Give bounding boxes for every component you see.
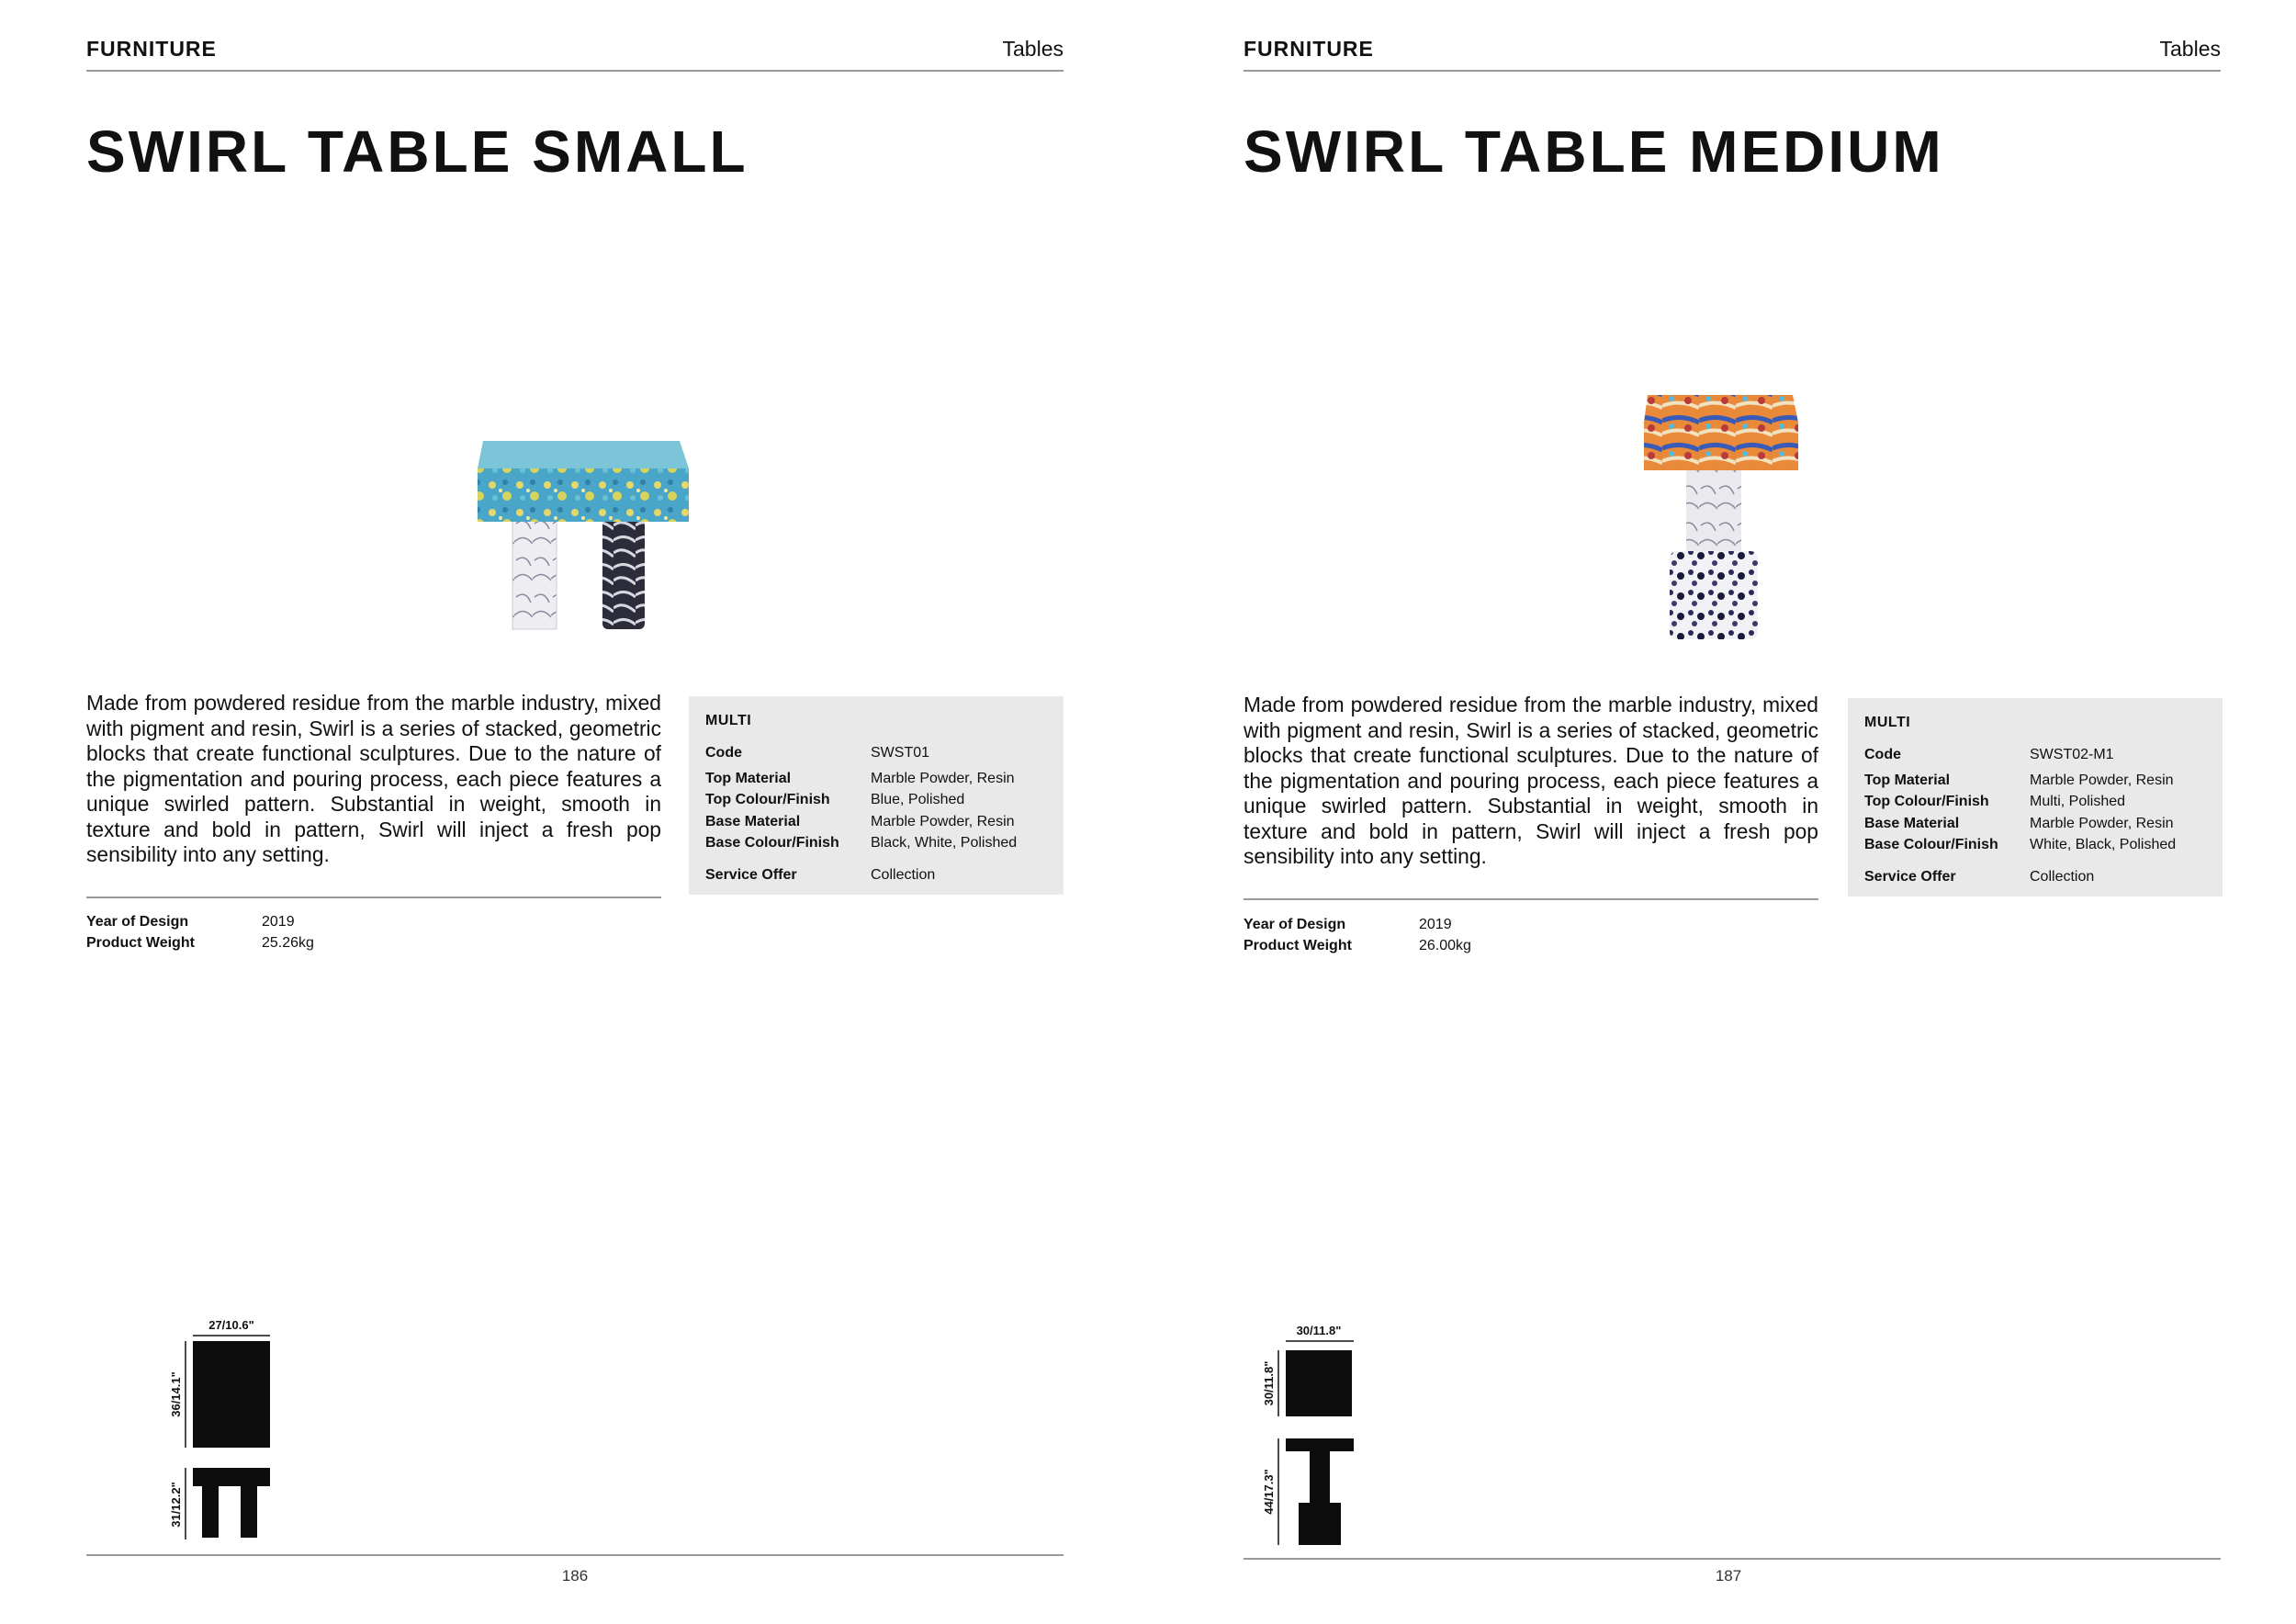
spec-label: Top Material xyxy=(1864,772,1951,788)
spec-label: Base Material xyxy=(1864,815,1960,831)
fact-value: 2019 xyxy=(262,914,295,930)
spec-row-top-colour xyxy=(1864,791,2206,813)
fact-value: 25.26kg xyxy=(262,935,314,951)
spec-row-top-material xyxy=(705,768,1047,790)
spec-row-code xyxy=(1864,744,2206,766)
page-number: 186 xyxy=(561,1567,589,1585)
spec-label: Base Colour/Finish xyxy=(1864,837,1998,852)
fact-label: Year of Design xyxy=(86,914,189,930)
spec-row-service xyxy=(1864,866,2206,888)
spec-row-service xyxy=(705,864,1047,886)
spec-label: Code xyxy=(705,745,742,761)
header-section: Tables xyxy=(2159,37,2221,61)
spec-label: Top Colour/Finish xyxy=(705,792,830,807)
spec-value: Marble Powder, Resin xyxy=(2030,772,2174,788)
spec-variant: MULTI xyxy=(705,713,752,728)
spec-label: Service Offer xyxy=(1864,868,1956,885)
spec-value: SWST01 xyxy=(871,745,930,761)
spec-label: Service Offer xyxy=(705,866,797,883)
spec-value: Blue, Polished xyxy=(871,792,965,807)
spec-row-base-material xyxy=(705,811,1047,833)
dimension-drawing xyxy=(156,1314,303,1543)
fact-value: 2019 xyxy=(1419,917,1452,932)
spec-label: Base Colour/Finish xyxy=(705,835,839,851)
fact-row xyxy=(86,911,314,932)
spec-row-base-colour xyxy=(1864,834,2206,856)
spec-value: Marble Powder, Resin xyxy=(871,770,1015,786)
product-photo-swirl-small xyxy=(459,423,716,643)
catalog-page-right xyxy=(1159,0,2296,1624)
dimension-height-label: 44/17.3" xyxy=(1262,1469,1276,1515)
footer-divider xyxy=(1244,1558,2221,1560)
spec-row-base-colour xyxy=(705,832,1047,854)
spec-label: Base Material xyxy=(705,813,801,829)
spec-label: Top Colour/Finish xyxy=(1864,794,1989,809)
page-header xyxy=(86,37,1064,72)
fact-row xyxy=(1244,914,1471,935)
page-number: 187 xyxy=(1715,1567,1742,1585)
spec-value: Black, White, Polished xyxy=(871,835,1018,851)
spec-row-base-material xyxy=(1864,813,2206,835)
dimension-depth-label: 36/14.1" xyxy=(169,1371,183,1417)
header-category: FURNITURE xyxy=(86,37,217,61)
header-category: FURNITURE xyxy=(1244,37,1374,61)
product-photo-swirl-medium xyxy=(1626,386,1809,652)
spec-value: Collection xyxy=(871,866,936,883)
page-header xyxy=(1244,37,2221,72)
divider xyxy=(1244,898,1818,900)
product-description: Made from powdered residue from the marble industry, mixed with pigment and resin, Swirl is a series of stacked, geometric blocks that create functional sculptures. Due to the nature of the pigmentation and pouring process, each piece features a unique swirled pattern. Substantial in weight, smooth in texture and bold in pattern, Swirl will inject a fresh pop sensibility into any setting. xyxy=(86,691,661,866)
dimension-width-label: 30/11.8" xyxy=(1296,1324,1342,1337)
spec-value: SWST02-M1 xyxy=(2030,747,2114,762)
product-facts xyxy=(1244,914,1471,956)
dimension-height-label: 31/12.2" xyxy=(169,1482,183,1528)
footer-divider xyxy=(86,1554,1064,1556)
fact-label: Year of Design xyxy=(1244,917,1346,932)
divider xyxy=(86,897,661,898)
fact-label: Product Weight xyxy=(86,935,195,951)
spec-variant: MULTI xyxy=(1864,715,1911,730)
product-title: SWIRL TABLE MEDIUM xyxy=(1244,118,1944,185)
spec-row-code xyxy=(705,742,1047,764)
spec-value: Multi, Polished xyxy=(2030,794,2126,809)
dimension-drawing xyxy=(1258,1319,1396,1549)
product-facts xyxy=(86,911,314,953)
fact-label: Product Weight xyxy=(1244,938,1352,953)
spec-row-top-material xyxy=(1864,770,2206,792)
dimension-depth-label: 30/11.8" xyxy=(1262,1360,1276,1406)
product-description: Made from powdered residue from the marble industry, mixed with pigment and resin, Swirl is a series of stacked, geometric blocks that create functional sculptures. Due to the nature of the pigmentation and pouring process, each piece features a unique swirled pattern. Substantial in weight, smooth in texture and bold in pattern, Swirl will inject a fresh pop sensibility into any setting. xyxy=(1244,693,1818,868)
dimension-width-label: 27/10.6" xyxy=(208,1318,254,1332)
spec-label: Code xyxy=(1864,747,1901,762)
product-title: SWIRL TABLE SMALL xyxy=(86,118,748,185)
spec-row-top-colour xyxy=(705,789,1047,811)
fact-value: 26.00kg xyxy=(1419,938,1471,953)
spec-value: Marble Powder, Resin xyxy=(2030,815,2174,831)
spec-label: Top Material xyxy=(705,770,792,786)
spec-value: White, Black, Polished xyxy=(2030,837,2177,852)
spec-value: Marble Powder, Resin xyxy=(871,813,1015,829)
spec-panel xyxy=(1848,698,2223,897)
spec-panel xyxy=(689,696,1064,895)
header-section: Tables xyxy=(1002,37,1064,61)
fact-row xyxy=(1244,935,1471,956)
fact-row xyxy=(86,932,314,953)
spec-value: Collection xyxy=(2030,868,2095,885)
